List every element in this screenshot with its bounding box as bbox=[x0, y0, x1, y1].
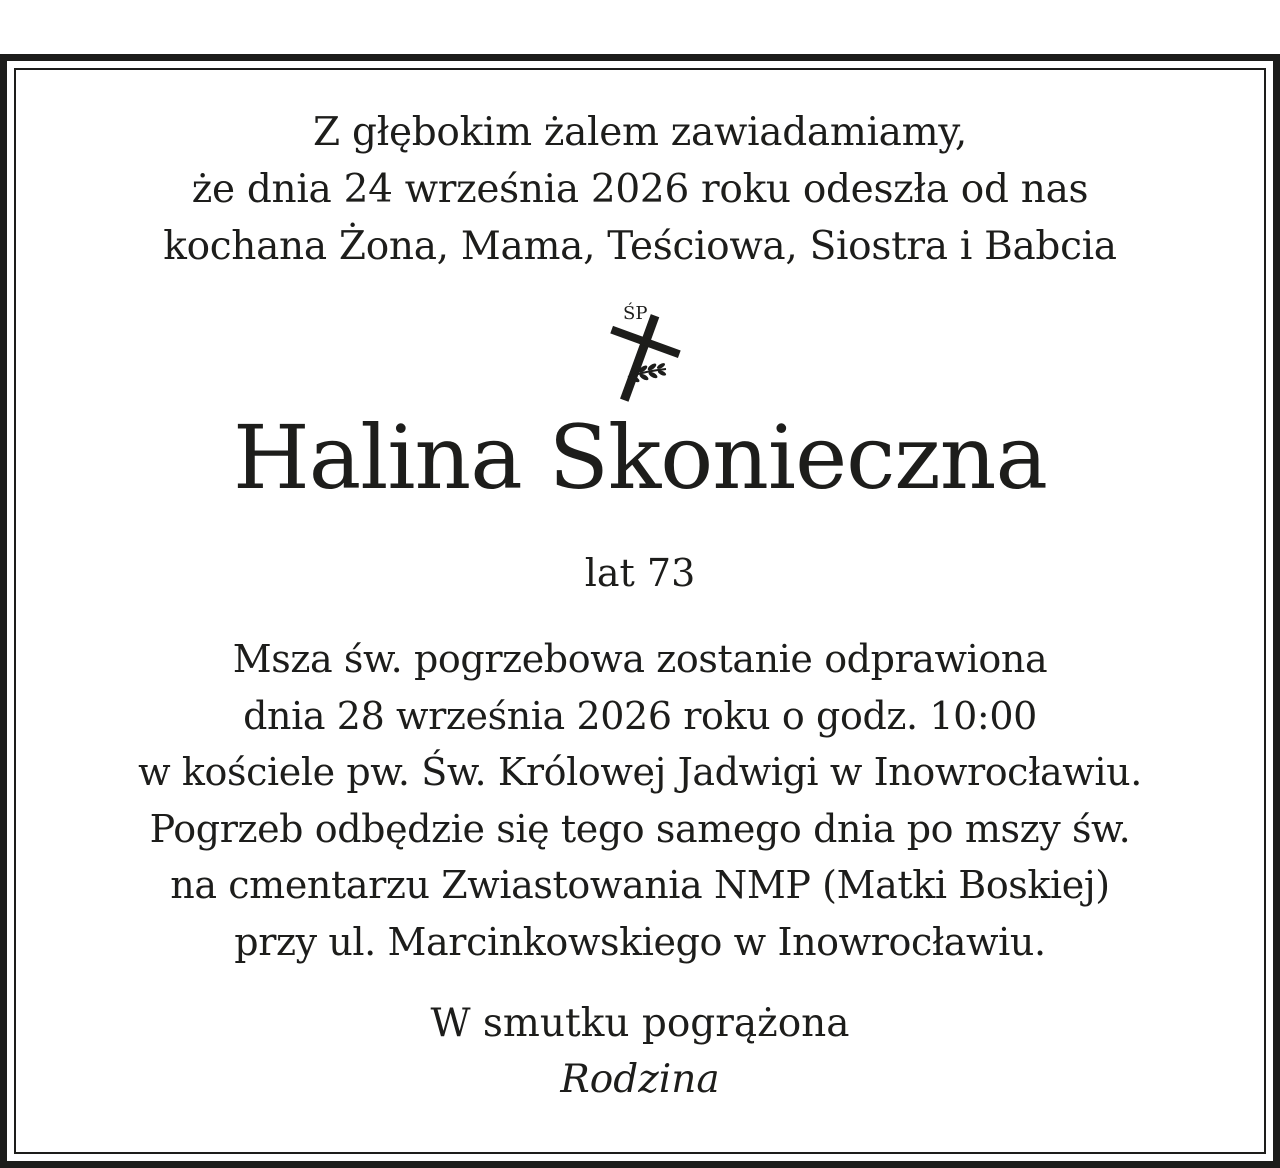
intro-line-3: kochana Żona, Mama, Teściowa, Siostra i Babcia bbox=[163, 224, 1117, 269]
funeral-details bbox=[20, 631, 1260, 970]
deceased-age: lat 73 bbox=[584, 551, 696, 595]
funeral-line-5: na cmentarzu Zwiastowania NMP (Matki Boskiej) bbox=[170, 863, 1110, 907]
closing-text bbox=[20, 996, 1260, 1108]
signature: Rodzina bbox=[560, 1057, 720, 1102]
intro-line-1: Z głębokim żalem zawiadamiamy, bbox=[313, 110, 967, 155]
sp-symbol bbox=[20, 299, 1260, 403]
funeral-line-4: Pogrzeb odbędzie się tego samego dnia po mszy św. bbox=[149, 806, 1131, 851]
sp-abbrev: ŚP bbox=[623, 303, 648, 324]
funeral-line-2: dnia 28 września 2026 roku o godz. 10:00 bbox=[243, 693, 1037, 738]
obituary-notice bbox=[20, 74, 1260, 1108]
funeral-line-1: Msza św. pogrzebowa zostanie odprawiona bbox=[232, 637, 1048, 681]
funeral-line-6: przy ul. Marcinkowskiego w Inowrocławiu. bbox=[234, 919, 1046, 964]
cross-with-palm-icon bbox=[580, 299, 700, 403]
intro-line-2: że dnia 24 września 2026 roku odeszła od nas bbox=[191, 167, 1089, 212]
funeral-line-3: w kościele pw. Św. Królowej Jadwigi w Inowrocławiu. bbox=[138, 750, 1142, 794]
deceased-name: Halina Skonieczna bbox=[233, 406, 1047, 509]
closing-line: W smutku pogrążona bbox=[430, 1001, 850, 1046]
intro-text bbox=[20, 104, 1260, 275]
